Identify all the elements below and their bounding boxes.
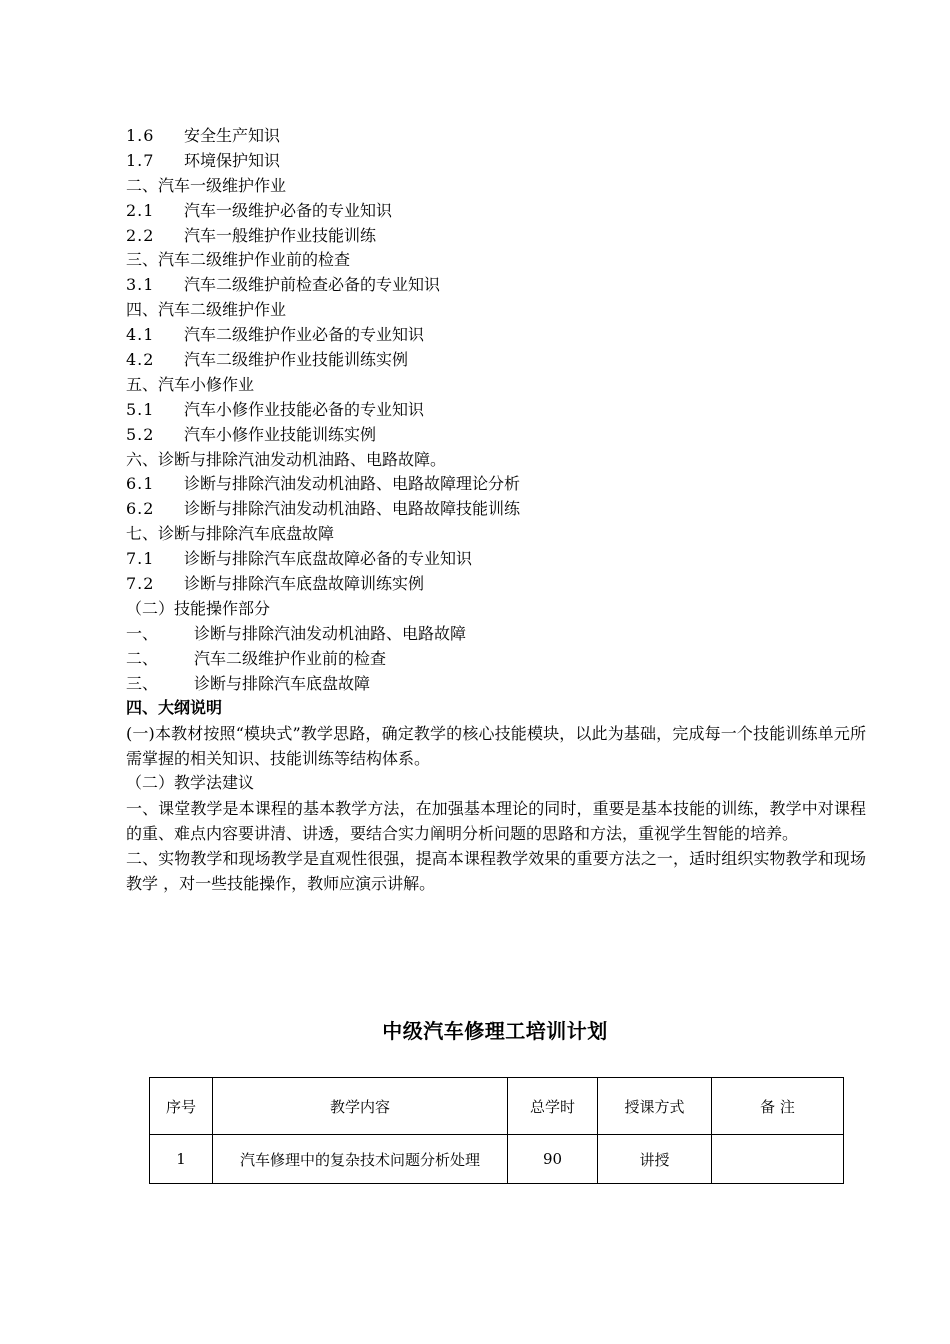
outline-line xyxy=(126,547,866,572)
outline-line xyxy=(126,423,866,448)
outline-text: 汽车一级维护必备的专业知识 xyxy=(184,200,393,220)
skill-text: 汽车二级维护作业前的检查 xyxy=(194,648,387,668)
paragraph: (一)本教材按照“模块式”教学思路，确定教学的核心技能模块，以此为基础，完成每一个技能训练单元所需掌握的相关知识、技能训练等结构体系。 xyxy=(126,724,866,769)
outline-text: 二、汽车一级维护作业 xyxy=(126,175,287,195)
outline-line xyxy=(126,348,866,373)
outline-text: 汽车二级维护前检查必备的专业知识 xyxy=(184,275,441,295)
outline-number: 2.1 xyxy=(126,200,155,220)
outline-line xyxy=(126,124,866,149)
training-plan-table xyxy=(149,1077,844,1184)
plan-title: 中级汽车修理工培训计划 xyxy=(382,1019,608,1043)
outline-chapter xyxy=(126,448,866,473)
outline-subsection xyxy=(126,597,866,622)
outline-chapter xyxy=(126,248,866,273)
outline-line xyxy=(126,149,866,174)
outline-text: 汽车一般维护作业技能训练 xyxy=(184,225,377,245)
table-row xyxy=(150,1135,844,1184)
table-cell: 讲授 xyxy=(598,1135,712,1184)
outline-number: 4.1 xyxy=(126,325,155,345)
outline-text: （二）技能操作部分 xyxy=(126,598,271,618)
outline-chapter xyxy=(126,174,866,199)
outline-text: 诊断与排除汽车底盘故障训练实例 xyxy=(184,574,425,594)
skill-item xyxy=(126,672,866,697)
outline-number: 1.6 xyxy=(126,126,155,145)
outline-line xyxy=(126,472,866,497)
outline-number: 1.7 xyxy=(126,150,155,170)
header-cell: 总学时 xyxy=(508,1078,598,1135)
skill-item xyxy=(126,647,866,672)
section-heading: 四、大纲说明 xyxy=(126,698,223,718)
outline-text: 汽车小修作业技能必备的专业知识 xyxy=(184,399,425,419)
skill-number: 二、 xyxy=(126,648,159,668)
table-cell: 1 xyxy=(150,1135,213,1184)
outline-line xyxy=(126,572,866,597)
outline-text: 三、汽车二级维护作业前的检查 xyxy=(126,250,351,270)
outline-text: 诊断与排除汽油发动机油路、电路故障技能训练 xyxy=(184,499,521,519)
skill-number: 三、 xyxy=(126,673,159,693)
skill-item xyxy=(126,622,866,647)
outline-text: 诊断与排除汽车底盘故障必备的专业知识 xyxy=(184,549,473,569)
table-cell: 汽车修理中的复杂技术问题分析处理 xyxy=(213,1135,508,1184)
outline-line xyxy=(126,273,866,298)
table-header-row xyxy=(150,1078,844,1135)
outline-text: 安全生产知识 xyxy=(184,126,281,145)
outline-number: 7.2 xyxy=(126,574,155,594)
outline-line xyxy=(126,224,866,249)
outline-text: 六、诊断与排除汽油发动机油路、电路故障。 xyxy=(126,449,447,469)
header-cell: 序号 xyxy=(150,1078,213,1135)
outline-number: 7.1 xyxy=(126,549,155,569)
outline-number: 6.2 xyxy=(126,499,155,519)
skill-text: 诊断与排除汽油发动机油路、电路故障 xyxy=(194,623,467,643)
outline-chapter xyxy=(126,373,866,398)
outline-text: 五、汽车小修作业 xyxy=(126,374,255,394)
outline-number: 6.1 xyxy=(126,474,155,494)
paragraph: 二、实物教学和现场教学是直观性很强，提高本课程教学效果的重要方法之一，适时组织实物教学和现场教学 ，对一些技能操作，教师应演示讲解。 xyxy=(126,849,866,894)
table-cell xyxy=(712,1135,844,1184)
skill-number: 一、 xyxy=(126,623,159,643)
outline-text: 环境保护知识 xyxy=(184,150,281,170)
outline-line xyxy=(126,497,866,522)
outline-number: 4.2 xyxy=(126,350,155,370)
header-cell: 授课方式 xyxy=(598,1078,712,1135)
course-outline xyxy=(126,124,866,896)
outline-line xyxy=(126,398,866,423)
skill-text: 诊断与排除汽车底盘故障 xyxy=(194,673,371,693)
table-cell: 90 xyxy=(508,1135,598,1184)
outline-text: 诊断与排除汽油发动机油路、电路故障理论分析 xyxy=(184,474,521,494)
outline-number: 5.2 xyxy=(126,424,155,444)
outline-text: 七、诊断与排除汽车底盘故障 xyxy=(126,524,335,544)
outline-number: 5.1 xyxy=(126,399,155,419)
outline-text: 汽车二级维护作业必备的专业知识 xyxy=(184,325,425,345)
header-cell: 教学内容 xyxy=(213,1078,508,1135)
outline-text: 汽车二级维护作业技能训练实例 xyxy=(184,350,409,370)
outline-chapter xyxy=(126,522,866,547)
outline-text: 四、汽车二级维护作业 xyxy=(126,300,287,320)
header-cell: 备 注 xyxy=(712,1078,844,1135)
outline-chapter xyxy=(126,298,866,323)
outline-number: 3.1 xyxy=(126,275,155,295)
outline-text: 汽车小修作业技能训练实例 xyxy=(184,424,377,444)
subsection-heading: （二）教学法建议 xyxy=(126,773,255,793)
paragraph: 一、课堂教学是本课程的基本教学方法，在加强基本理论的同时，重要是基本技能的训练，教学中对课程的重、难点内容要讲清、讲透，要结合实力阐明分析问题的思路和方法，重视学生智能的培养。 xyxy=(126,799,866,844)
outline-number: 2.2 xyxy=(126,225,155,245)
outline-line xyxy=(126,323,866,348)
outline-line xyxy=(126,199,866,224)
